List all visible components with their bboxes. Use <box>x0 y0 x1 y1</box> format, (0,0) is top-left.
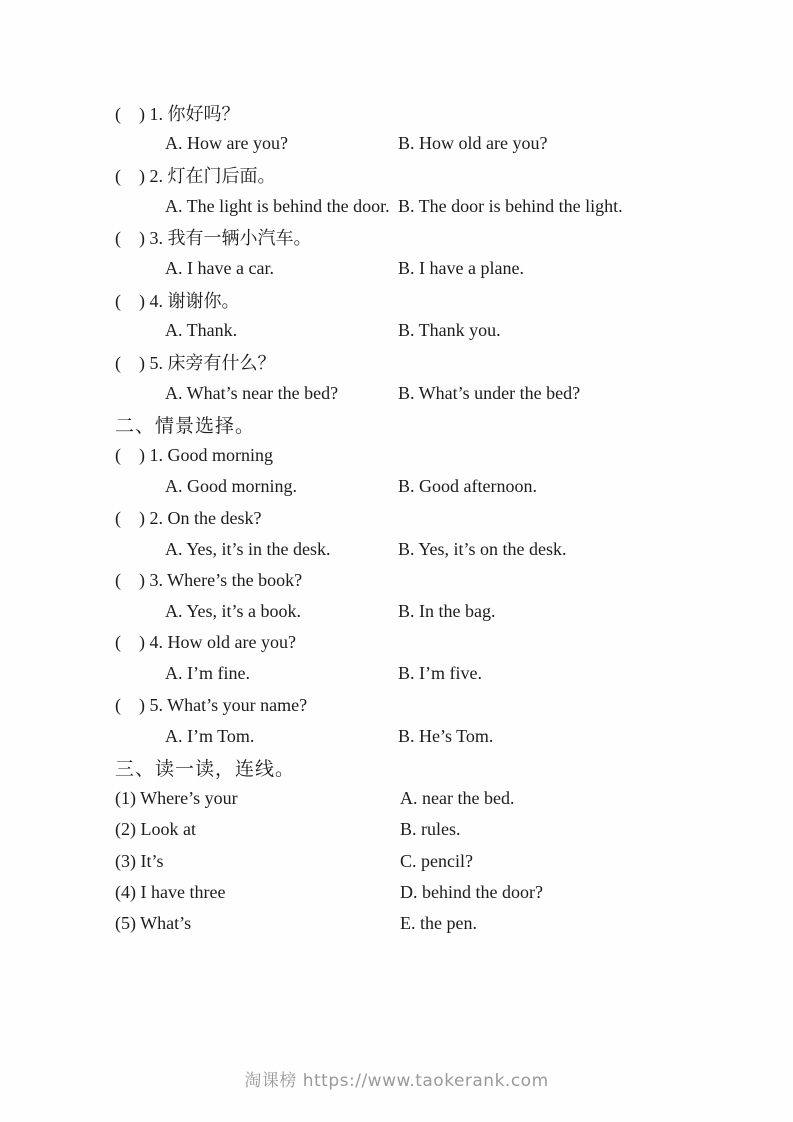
options-line-s2-2 <box>115 534 755 565</box>
question-text: ( ) 3. Where’s the book? <box>115 569 303 590</box>
matching-left: (1) Where’s your <box>115 788 238 809</box>
matching-right: C. pencil? <box>400 850 473 871</box>
section2-heading: 二、情景选择。 <box>115 415 256 437</box>
question-text: ( ) 2. 灯在门后面。 <box>115 165 276 186</box>
matching-right: B. rules. <box>400 819 461 840</box>
question-line-s2-2 <box>115 502 755 533</box>
question-line-s2-3 <box>115 565 755 596</box>
matching-row-3 <box>115 846 755 877</box>
matching-row-4 <box>115 877 755 908</box>
question-text: ( ) 5. What’s your name? <box>115 694 308 715</box>
matching-left: (4) I have three <box>115 881 226 902</box>
options-line-s1-3 <box>115 253 755 284</box>
question-text: ( ) 3. 我有一辆小汽车。 <box>115 228 312 249</box>
option-a: A. Good morning. <box>165 476 297 497</box>
option-b: B. Thank you. <box>398 320 501 341</box>
option-b: B. I have a plane. <box>398 258 524 279</box>
option-a: A. I’m Tom. <box>165 725 255 746</box>
option-b: B. In the bag. <box>398 601 496 622</box>
question-text: ( ) 2. On the desk? <box>115 507 262 528</box>
question-line-s1-3 <box>115 222 755 253</box>
question-text: ( ) 1. 你好吗？ <box>115 103 240 124</box>
question-text: ( ) 4. How old are you? <box>115 632 296 653</box>
option-a: A. Thank. <box>165 320 238 341</box>
question-line-s2-5 <box>115 690 755 721</box>
option-a: A. How are you? <box>165 133 288 154</box>
option-a: A. Yes, it’s a book. <box>165 601 302 622</box>
options-line-s2-5 <box>115 721 755 752</box>
matching-left: (5) What’s <box>115 912 192 933</box>
options-line-s2-4 <box>115 658 755 689</box>
matching-right: D. behind the door? <box>400 881 543 902</box>
options-line-s2-3 <box>115 596 755 627</box>
question-text: ( ) 5. 床旁有什么？ <box>115 353 276 374</box>
option-a: A. I have a car. <box>165 258 274 279</box>
option-b: B. He’s Tom. <box>398 725 494 746</box>
matching-row-2 <box>115 814 755 845</box>
option-b: B. What’s under the bed? <box>398 382 581 403</box>
question-text: ( ) 1. Good morning <box>115 445 273 466</box>
matching-row-5 <box>115 908 755 939</box>
option-b: B. Good afternoon. <box>398 476 537 497</box>
worksheet-content <box>115 97 755 939</box>
matching-left: (2) Look at <box>115 819 196 840</box>
options-line-s1-2 <box>115 191 755 222</box>
matching-right: E. the pen. <box>400 912 477 933</box>
question-line-s1-5 <box>115 347 755 378</box>
option-b: B. Yes, it’s on the desk. <box>398 538 567 559</box>
question-line-s1-1 <box>115 97 755 128</box>
options-line-s1-1 <box>115 128 755 159</box>
option-a: A. Yes, it’s in the desk. <box>165 538 331 559</box>
question-line-s2-1 <box>115 440 755 471</box>
question-text: ( ) 4. 谢谢你。 <box>115 290 240 311</box>
options-line-s2-1 <box>115 471 755 502</box>
option-b: B. How old are you? <box>398 133 548 154</box>
question-line-s1-2 <box>115 159 755 190</box>
matching-left: (3) It’s <box>115 850 164 871</box>
option-b: B. The door is behind the light. <box>398 195 623 216</box>
option-a: A. I’m fine. <box>165 663 250 684</box>
question-line-s1-4 <box>115 284 755 315</box>
options-line-s1-4 <box>115 315 755 346</box>
footer-credit: 淘课榜 https://www.taokerank.com <box>244 1071 549 1091</box>
option-a: A. The light is behind the door. <box>165 195 390 216</box>
matching-row-1 <box>115 783 755 814</box>
option-b: B. I’m five. <box>398 663 482 684</box>
options-line-s1-5 <box>115 378 755 409</box>
question-line-s2-4 <box>115 627 755 658</box>
option-a: A. What’s near the bed? <box>165 382 339 403</box>
section3-heading: 三、读一读，连线。 <box>115 759 296 781</box>
matching-right: A. near the bed. <box>400 788 515 809</box>
